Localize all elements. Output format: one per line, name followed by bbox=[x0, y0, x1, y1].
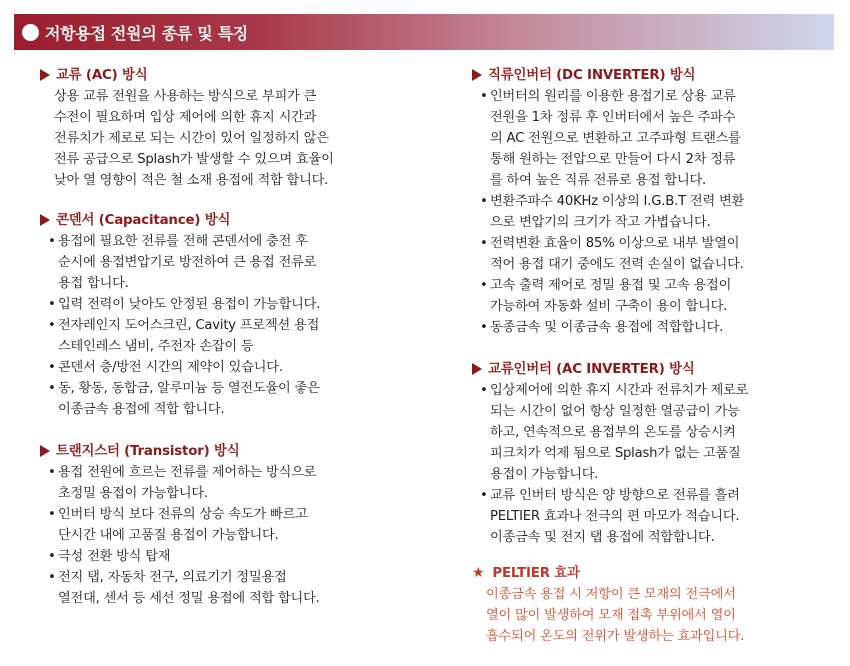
triangle-right-icon bbox=[40, 214, 50, 226]
text-line: 전류치가 제로로 되는 시간이 있어 일정하지 않은 bbox=[54, 131, 329, 146]
text-line: • 전자레인지 도어스크린, Cavity 프로젝션 용접 bbox=[58, 318, 320, 333]
text-line: • 동종금속 및 이종금속 용접에 적합합니다. bbox=[490, 320, 724, 335]
text-line: • 극성 전환 방식 탑재 bbox=[58, 549, 171, 564]
list-item bbox=[48, 378, 430, 420]
list-item bbox=[48, 567, 430, 609]
dc-inverter-list bbox=[472, 86, 842, 338]
text-line: • 고속 출력 제어로 정밀 용접 및 고속 용접이 bbox=[490, 278, 732, 293]
capacitance-title: 콘덴서 (Capacitance) 방식 bbox=[56, 212, 231, 228]
text-line: • 용접에 필요한 전류를 전해 콘덴서에 충전 후 bbox=[58, 234, 308, 249]
list-item bbox=[48, 357, 430, 378]
text-line: • 전력변환 효율이 85% 이상으로 내부 발열이 bbox=[490, 236, 740, 251]
dc-inverter-heading bbox=[472, 64, 842, 86]
transistor-heading bbox=[40, 440, 430, 462]
text-line: 흡수되어 온도의 전위가 발생하는 효과입니다. bbox=[486, 629, 745, 644]
bullet-circle-icon bbox=[22, 24, 39, 41]
ac-section bbox=[40, 64, 430, 191]
text-line: 를 하여 높은 직류 전류로 용접 합니다. bbox=[490, 173, 707, 188]
text-line: 가능하여 자동화 설비 구축이 용이 합니다. bbox=[490, 299, 728, 314]
text-line: 이종금속 및 전지 탭 용접에 적합합니다. bbox=[490, 530, 715, 545]
text-line: • 전지 탭, 자동차 전구, 의료기기 정밀용접 bbox=[58, 570, 287, 585]
triangle-right-icon bbox=[40, 445, 50, 457]
peltier-description bbox=[472, 584, 842, 647]
list-item bbox=[48, 294, 430, 315]
ac-inverter-section bbox=[472, 358, 842, 548]
text-line: • 교류 인버터 방식은 양 방향으로 전류를 흘려 bbox=[490, 488, 740, 503]
text-line: PELTIER 효과나 전극의 편 마모가 적습니다. bbox=[490, 509, 740, 524]
triangle-right-icon bbox=[40, 69, 50, 81]
ac-inverter-title: 교류인버터 (AC INVERTER) 방식 bbox=[488, 361, 695, 377]
section-header bbox=[14, 14, 834, 50]
list-item bbox=[48, 504, 430, 546]
text-line: 전원을 1차 정류 후 인버터에서 높은 주파수 bbox=[490, 110, 736, 125]
transistor-title: 트랜지스터 (Transistor) 방식 bbox=[56, 443, 240, 459]
ac-inverter-heading bbox=[472, 358, 842, 380]
list-item bbox=[48, 315, 430, 357]
text-line: 이종금속 용접에 적합 합니다. bbox=[58, 402, 225, 417]
ac-inverter-list bbox=[472, 380, 842, 548]
list-item bbox=[48, 231, 430, 294]
text-line: 낮아 열 영향이 적은 철 소재 용접에 적합 합니다. bbox=[54, 173, 329, 188]
transistor-list bbox=[40, 462, 430, 609]
text-line: 초정밀 용접이 가능합니다. bbox=[58, 486, 208, 501]
page-title: 저항용접 전원의 종류 및 특징 bbox=[45, 23, 248, 43]
peltier-title: PELTIER 효과 bbox=[492, 565, 580, 581]
text-line: 수전이 필요하며 입상 제어에 의한 휴지 시간과 bbox=[54, 110, 317, 125]
text-line: • 용접 전원에 흐르는 전류를 제어하는 방식으로 bbox=[58, 465, 317, 480]
text-line: • 콘덴서 충/방전 시간의 제약이 있습니다. bbox=[58, 360, 283, 375]
text-line: • 인버터의 원리를 이용한 용접기로 상용 교류 bbox=[490, 89, 736, 104]
ac-heading bbox=[40, 64, 430, 86]
list-item bbox=[48, 462, 430, 504]
text-line: 열전대, 센서 등 세선 정밀 용접에 적합 합니다. bbox=[58, 591, 320, 606]
star-icon: ★ bbox=[472, 564, 485, 581]
triangle-right-icon bbox=[472, 363, 482, 375]
list-item bbox=[48, 546, 430, 567]
list-item bbox=[480, 485, 842, 548]
text-line: 용접이 가능합니다. bbox=[490, 467, 599, 482]
list-item bbox=[480, 275, 842, 317]
text-line: 하고, 연속적으로 용접부의 온도를 상승시켜 bbox=[490, 425, 736, 440]
text-line: • 변환주파수 40KHz 이상의 I.G.B.T 전력 변환 bbox=[490, 194, 745, 209]
text-line: 되는 시간이 없어 항상 일정한 열공급이 가능 bbox=[490, 404, 740, 419]
list-item bbox=[480, 233, 842, 275]
text-line: • 인버터 방식 보다 전류의 상승 속도가 빠르고 bbox=[58, 507, 308, 522]
capacitance-heading bbox=[40, 209, 430, 231]
transistor-section bbox=[40, 440, 430, 609]
text-line: 상용 교류 전원을 사용하는 방식으로 부피가 큰 bbox=[54, 89, 317, 104]
text-line: 순시에 용접변압기로 방전하여 큰 용접 전류로 bbox=[58, 255, 317, 270]
text-line: 스테인레스 냄비, 주전자 손잡이 등 bbox=[58, 339, 254, 354]
capacitance-list bbox=[40, 231, 430, 420]
text-line: 의 AC 전원으로 변환하고 고주파형 트랜스를 bbox=[490, 131, 741, 146]
dc-inverter-section bbox=[472, 64, 842, 338]
capacitance-section bbox=[40, 209, 430, 420]
right-column bbox=[472, 64, 842, 647]
text-line: 용접 합니다. bbox=[58, 276, 129, 291]
list-item bbox=[480, 317, 842, 338]
peltier-section bbox=[472, 562, 842, 647]
ac-title: 교류 (AC) 방식 bbox=[56, 67, 148, 83]
list-item bbox=[480, 380, 842, 485]
text-line: 전류 공급으로 Splash가 발생할 수 있으며 효율이 bbox=[54, 152, 334, 167]
list-item bbox=[480, 86, 842, 191]
list-item bbox=[480, 191, 842, 233]
triangle-right-icon bbox=[472, 69, 482, 81]
text-line: 이종금속 용접 시 저항이 큰 모재의 전극에서 bbox=[486, 587, 736, 602]
peltier-heading bbox=[472, 562, 842, 584]
dc-inverter-title: 직류인버터 (DC INVERTER) 방식 bbox=[488, 67, 696, 83]
text-line: 적어 용접 대기 중에도 전력 손실이 없습니다. bbox=[490, 257, 744, 272]
text-line: • 입상제어에 의한 휴지 시간과 전류치가 제로로 bbox=[490, 383, 749, 398]
text-line: 통해 원하는 전압으로 만들어 다시 2차 정류 bbox=[490, 152, 736, 167]
text-line: 피크치가 억제 됨으로 Splash가 없는 고품질 bbox=[490, 446, 741, 461]
ac-description bbox=[40, 86, 430, 191]
text-line: 열이 많이 발생하여 모재 접촉 부위에서 열이 bbox=[486, 608, 736, 623]
text-line: 으로 변압기의 크기가 작고 가볍습니다. bbox=[490, 215, 711, 230]
left-column bbox=[40, 64, 430, 609]
text-line: 단시간 내에 고품질 용접이 가능합니다. bbox=[58, 528, 279, 543]
text-line: • 입력 전력이 낮아도 안정된 용접이 가능합니다. bbox=[58, 297, 321, 312]
text-line: • 동, 황동, 동합금, 알루미늄 등 열전도율이 좋은 bbox=[58, 381, 320, 396]
